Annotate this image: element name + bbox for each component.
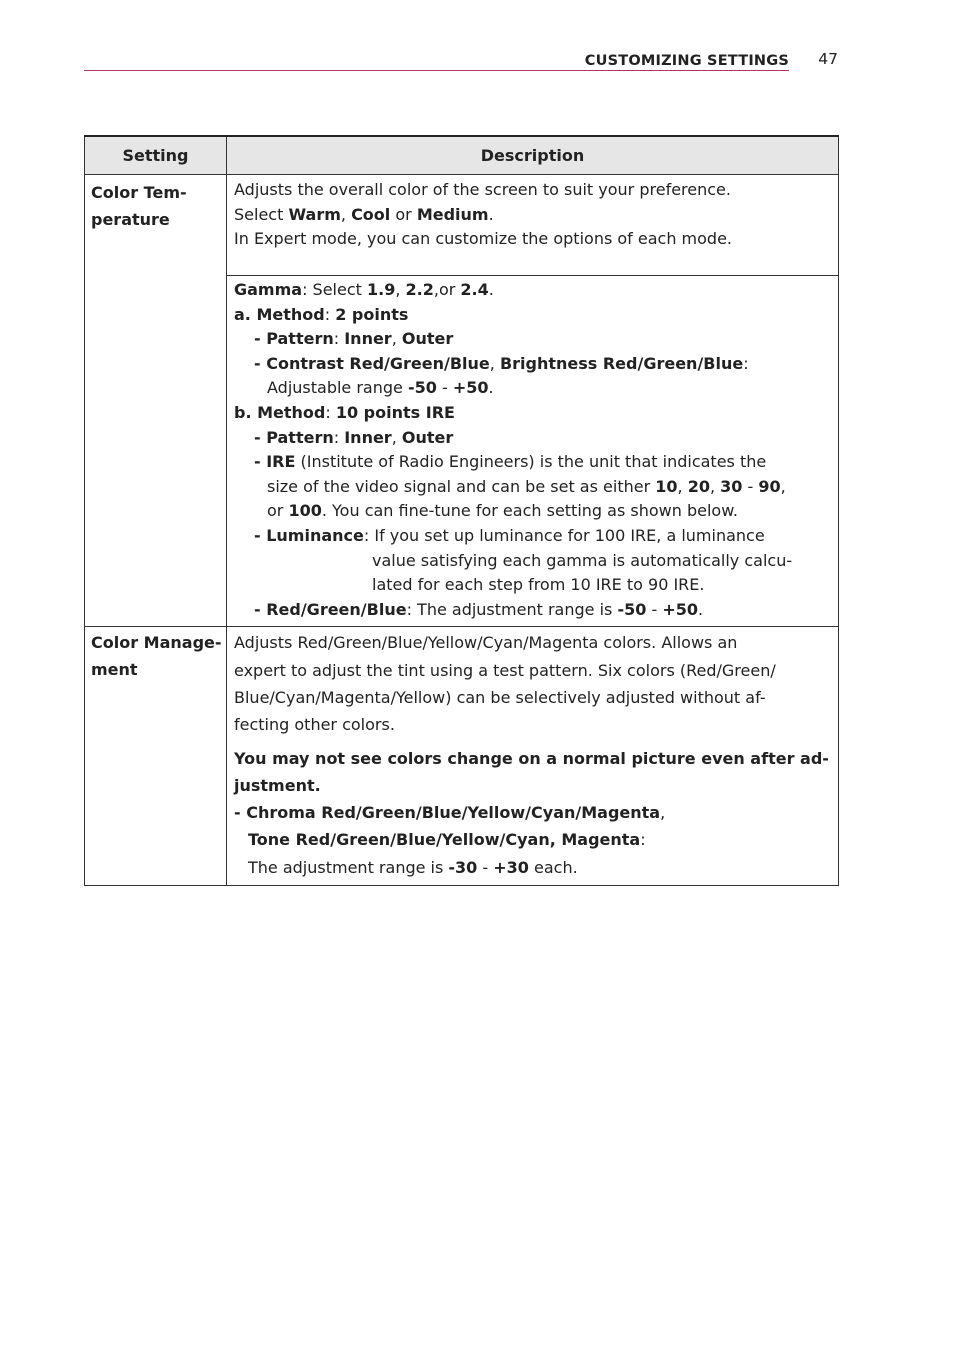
note-line: justment. (234, 775, 321, 795)
desc-line: In Expert mode, you can customize the options of each mode. (234, 229, 733, 249)
section-title: CUSTOMIZING SETTINGS (584, 53, 789, 69)
setting-label: Color Tem- (91, 183, 187, 202)
settings-table (84, 135, 839, 886)
luminance-line-3: lated for each step from 10 IRE to 90 IRE. (372, 575, 705, 595)
setting-color-temperature (85, 175, 227, 627)
tone-line: Tone Red/Green/Blue/Yellow/Cyan, Magenta: (248, 830, 646, 850)
desc-line: Select Warm, Cool or Medium. (234, 204, 494, 224)
table-row (85, 175, 839, 276)
method-b-pattern: - Pattern: Inner, Outer (254, 427, 454, 447)
table-header-row (85, 136, 839, 175)
luminance-line-1: - Luminance: If you set up luminance for 100 IRE, a luminance (254, 525, 765, 545)
column-header-setting: Setting (85, 136, 227, 175)
method-a-contrast: - Contrast Red/Green/Blue, Brightness Red/Green/Blue: (254, 353, 749, 373)
desc-line: Blue/Cyan/Magenta/Yellow) can be selectively adjusted without af- (234, 687, 766, 707)
method-a-pattern: - Pattern: Inner, Outer (254, 329, 454, 349)
description-gamma (227, 276, 839, 627)
description-color-management (227, 627, 839, 886)
setting-label: perature (91, 210, 170, 229)
method-a-range: Adjustable range -50 - +50. (267, 378, 494, 398)
method-b-line: b. Method: 10 points IRE (234, 402, 455, 422)
ire-line-1: - IRE (Institute of Radio Engineers) is the unit that indicates the (254, 452, 767, 472)
desc-line: Adjusts the overall color of the screen to suit your preference. (234, 180, 731, 199)
rgb-line: - Red/Green/Blue: The adjustment range is -50 - +50. (254, 599, 704, 619)
desc-line: fecting other colors. (234, 715, 395, 735)
setting-label: Color Manage- (91, 633, 222, 653)
setting-label: ment (91, 660, 138, 680)
desc-line: expert to adjust the tint using a test pattern. Six colors (Red/Green/ (234, 660, 776, 680)
method-a-line: a. Method: 2 points (234, 304, 409, 324)
ire-line-3: or 100. You can fine-tune for each setting as shown below. (267, 501, 738, 521)
luminance-line-2: value satisfying each gamma is automatically calcu- (372, 550, 793, 570)
range-line: The adjustment range is -30 - +30 each. (248, 857, 578, 877)
header-divider (84, 70, 789, 71)
setting-color-management (85, 627, 227, 886)
page-number: 47 (818, 50, 838, 68)
column-header-description: Description (227, 136, 839, 175)
description-color-temperature (227, 175, 839, 276)
gamma-line: Gamma: Select 1.9, 2.2,or 2.4. (234, 280, 494, 299)
desc-line: Adjusts Red/Green/Blue/Yellow/Cyan/Magenta colors. Allows an (234, 633, 738, 653)
note-line: You may not see colors change on a normal picture even after ad- (234, 748, 829, 768)
ire-line-2: size of the video signal and can be set as either 10, 20, 30 - 90, (267, 476, 786, 496)
table-row (85, 627, 839, 886)
chroma-line: - Chroma Red/Green/Blue/Yellow/Cyan/Magenta, (234, 803, 666, 823)
